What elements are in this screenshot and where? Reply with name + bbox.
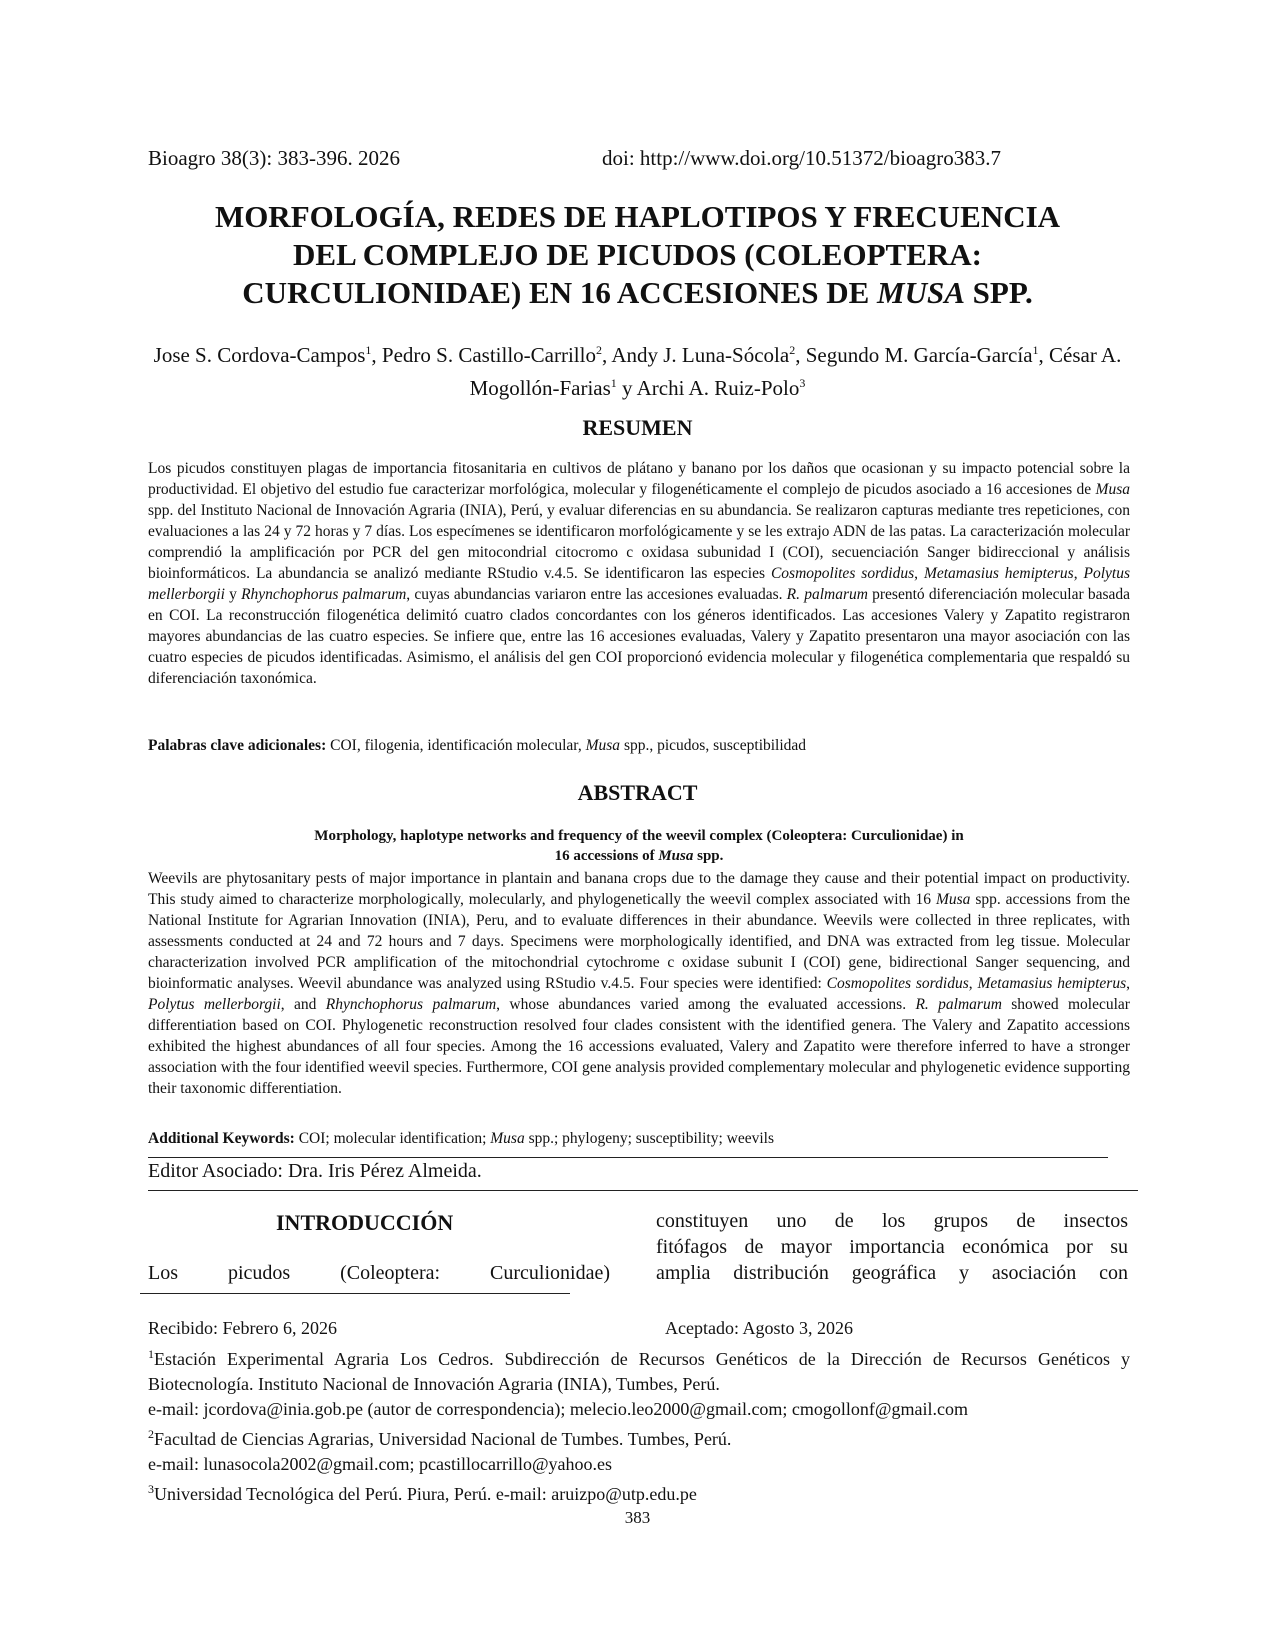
abstract-heading: ABSTRACT [577, 780, 698, 805]
affiliation-2-email: e-mail: lunasocola2002@gmail.com; pcastillocarrillo@yahoo.es [148, 1454, 613, 1474]
footnote-divider [140, 1293, 570, 1294]
received-date: Recibido: Febrero 6, 2026 [148, 1318, 337, 1338]
divider [148, 1157, 1108, 1158]
introduction-text-left: Los picudos (Coleoptera: Curculionidae) [148, 1262, 610, 1284]
author: Jose S. Cordova-Campos [153, 343, 366, 367]
abstract-english-title: Morphology, haplotype networks and frequency of the weevil complex (Coleoptera: Curculionidae) in 16 accessions of Musa spp. [314, 828, 964, 864]
introduction-heading: INTRODUCCIÓN [276, 1210, 454, 1235]
author-affiliation-mark: 1 [365, 343, 372, 357]
title-line-3: CURCULIONIDAE) EN 16 ACCESIONES DE MUSA SPP. [242, 275, 1033, 310]
resumen-heading: RESUMEN [582, 415, 693, 440]
abstract-keywords: Additional Keywords: COI; molecular identification; Musa spp.; phylogeny; susceptibility; weevils [148, 1130, 774, 1147]
page-number: 383 [624, 1508, 651, 1527]
author-affiliation-mark: 1 [610, 376, 617, 390]
title-line-1: MORFOLOGÍA, REDES DE HAPLOTIPOS Y FRECUENCIA [214, 199, 1061, 234]
affiliation-1: $^1$Estación Experimental Agraria Los Cedros. Subdirección de Recursos Genéticos de la Dirección de Recursos Genéticos y Biotecnología. Instituto Nacional de Innovación Agraria (INIA), Tumbes, Perú. [148, 1347, 1130, 1394]
abstract-text: Weevils are phytosanitary pests of major importance in plantain and banana crops due to the damage they cause and their potential impact on productivity. This study aimed to characterize morphologically, molecularly, and phylogenetically the weevil complex associated with 16 Musa spp. accessions from the National Institute for Agrarian Innovation (INIA), Peru, and to evaluate differences in their abundance. Weevils were collected in three replicates, with assessments conducted at 24 and 72 hours and 7 days. Specimens were morphologically identified, and DNA was extracted from leg tissue. Molecular characterization involved PCR amplification of the mitochondrial cytochrome c oxidase subunit I (COI) gene, bidirectional Sanger sequencing, and bioinformatic analyses. Weevil abundance was analyzed using RStudio v.4.5. Four species were identified: Cosmopolites sordidus, Metamasius hemipterus, Polytus mellerborgii, and Rhynchophorus palmarum, whose abundances varied among the evaluated accessions. R. palmarum showed molecular differentiation based on COI. Phylogenetic reconstruction resolved four clades consistent with the identified genera. The Valery and Zapatito accessions exhibited the highest abundances of all four species. Among the 16 accessions evaluated, Valery and Zapatito were therefore inferred to have a stronger association with the four identified weevil species. Furthermore, COI gene analysis provided complementary molecular and phylogenetic evidence supporting their taxonomic differentiation. [148, 870, 1130, 1097]
author-affiliation-mark: 1 [1032, 343, 1039, 357]
resumen-text: Los picudos constituyen plagas de importancia fitosanitaria en cultivos de plátano y banano por los daños que ocasionan y su impacto potencial sobre la productividad. El objetivo del estudio fue caracterizar morfológica, molecular y filogenéticamente el complejo de picudos asociado a 16 accesiones de Musa spp. del Instituto Nacional de Innovación Agraria (INIA), Perú, y evaluar diferencias en su abundancia. Se realizaron capturas mediante tres repeticiones, con evaluaciones a las 24 y 72 horas y 7 días. Los especímenes se identificaron morfológicamente y se les extrajo ADN de las patas. La caracterización molecular comprendió la amplificación por PCR del gen mitocondrial citocromo c oxidasa subunidad I (COI), secuenciación Sanger bidireccional y análisis bioinformáticos. La abundancia se analizó mediante RStudio v.4.5. Se identificaron las especies Cosmopolites sordidus, Metamasius hemipterus, Polytus mellerborgii y Rhynchophorus palmarum, cuyas abundancias variaron entre las accesiones evaluadas. R. palmarum presentó diferenciación molecular basada en COI. La reconstrucción filogenética delimitó cuatro clados concordantes con los géneros identificados. Las accesiones Valery y Zapatito registraron mayores abundancias de las cuatro especies. Se infiere que, entre las 16 accesiones evaluadas, Valery y Zapatito presentaron una mayor asociación con las cuatro especies de picudos identificadas. Asimismo, el análisis del gen COI proporcionó evidencia molecular y filogenética complementaria que respaldó su diferenciación taxonómica. [148, 460, 1131, 687]
affiliation-3: $^3$Universidad Tecnológica del Perú. Piura, Perú. e-mail: aruizpo@utp.edu.pe [148, 1482, 697, 1504]
author-affiliation-mark: 3 [799, 376, 806, 390]
article-title [140, 198, 1135, 312]
affiliations [148, 1342, 1130, 1507]
title-line-2: DEL COMPLEJO DE PICUDOS (COLEOPTERA: [293, 237, 982, 272]
author: Segundo M. García-García [805, 343, 1033, 367]
accepted-date: Aceptado: Agosto 3, 2026 [665, 1318, 853, 1338]
doi-link[interactable]: doi: http://www.doi.org/10.51372/bioagro383.7 [602, 146, 1001, 170]
affiliation-2: $^2$Facultad de Ciencias Agrarias, Universidad Nacional de Tumbes. Tumbes, Perú. [148, 1427, 732, 1449]
author-list: Jose S. Cordova-Campos$^1$, Pedro S. Castillo-Carrillo$^2$, Andy J. Luna-Sócola$^2$, Segundo M. García-García$^1$, César A. Mogollón-Farias$^1$ y Archi A. Ruiz-Polo$^3$ [153, 343, 1122, 400]
divider [148, 1190, 1138, 1191]
author: Archi A. Ruiz-Polo [636, 376, 800, 400]
author: César A. Mogollón-Farias [469, 343, 1122, 400]
introduction-text-right: constituyen uno de los grupos de insectos fitófagos de mayor importancia económica por su amplia distribución geográfica y asociación con [656, 1210, 1128, 1284]
author: Pedro S. Castillo-Carrillo [381, 343, 596, 367]
author-affiliation-mark: 2 [595, 343, 602, 357]
journal-citation: Bioagro 38(3): 383-396. 2026 [148, 146, 400, 170]
resumen-keywords: Palabras clave adicionales: COI, filogenia, identificación molecular, Musa spp., picudos, susceptibilidad [148, 737, 807, 754]
affiliation-1-email: e-mail: jcordova@inia.gob.pe (autor de correspondencia); melecio.leo2000@gmail.com; cmogollonf@gmail.com [148, 1399, 968, 1419]
author: Andy J. Luna-Sócola [611, 343, 790, 367]
associate-editor: Editor Asociado: Dra. Iris Pérez Almeida. [148, 1160, 482, 1182]
author-affiliation-mark: 2 [789, 343, 796, 357]
